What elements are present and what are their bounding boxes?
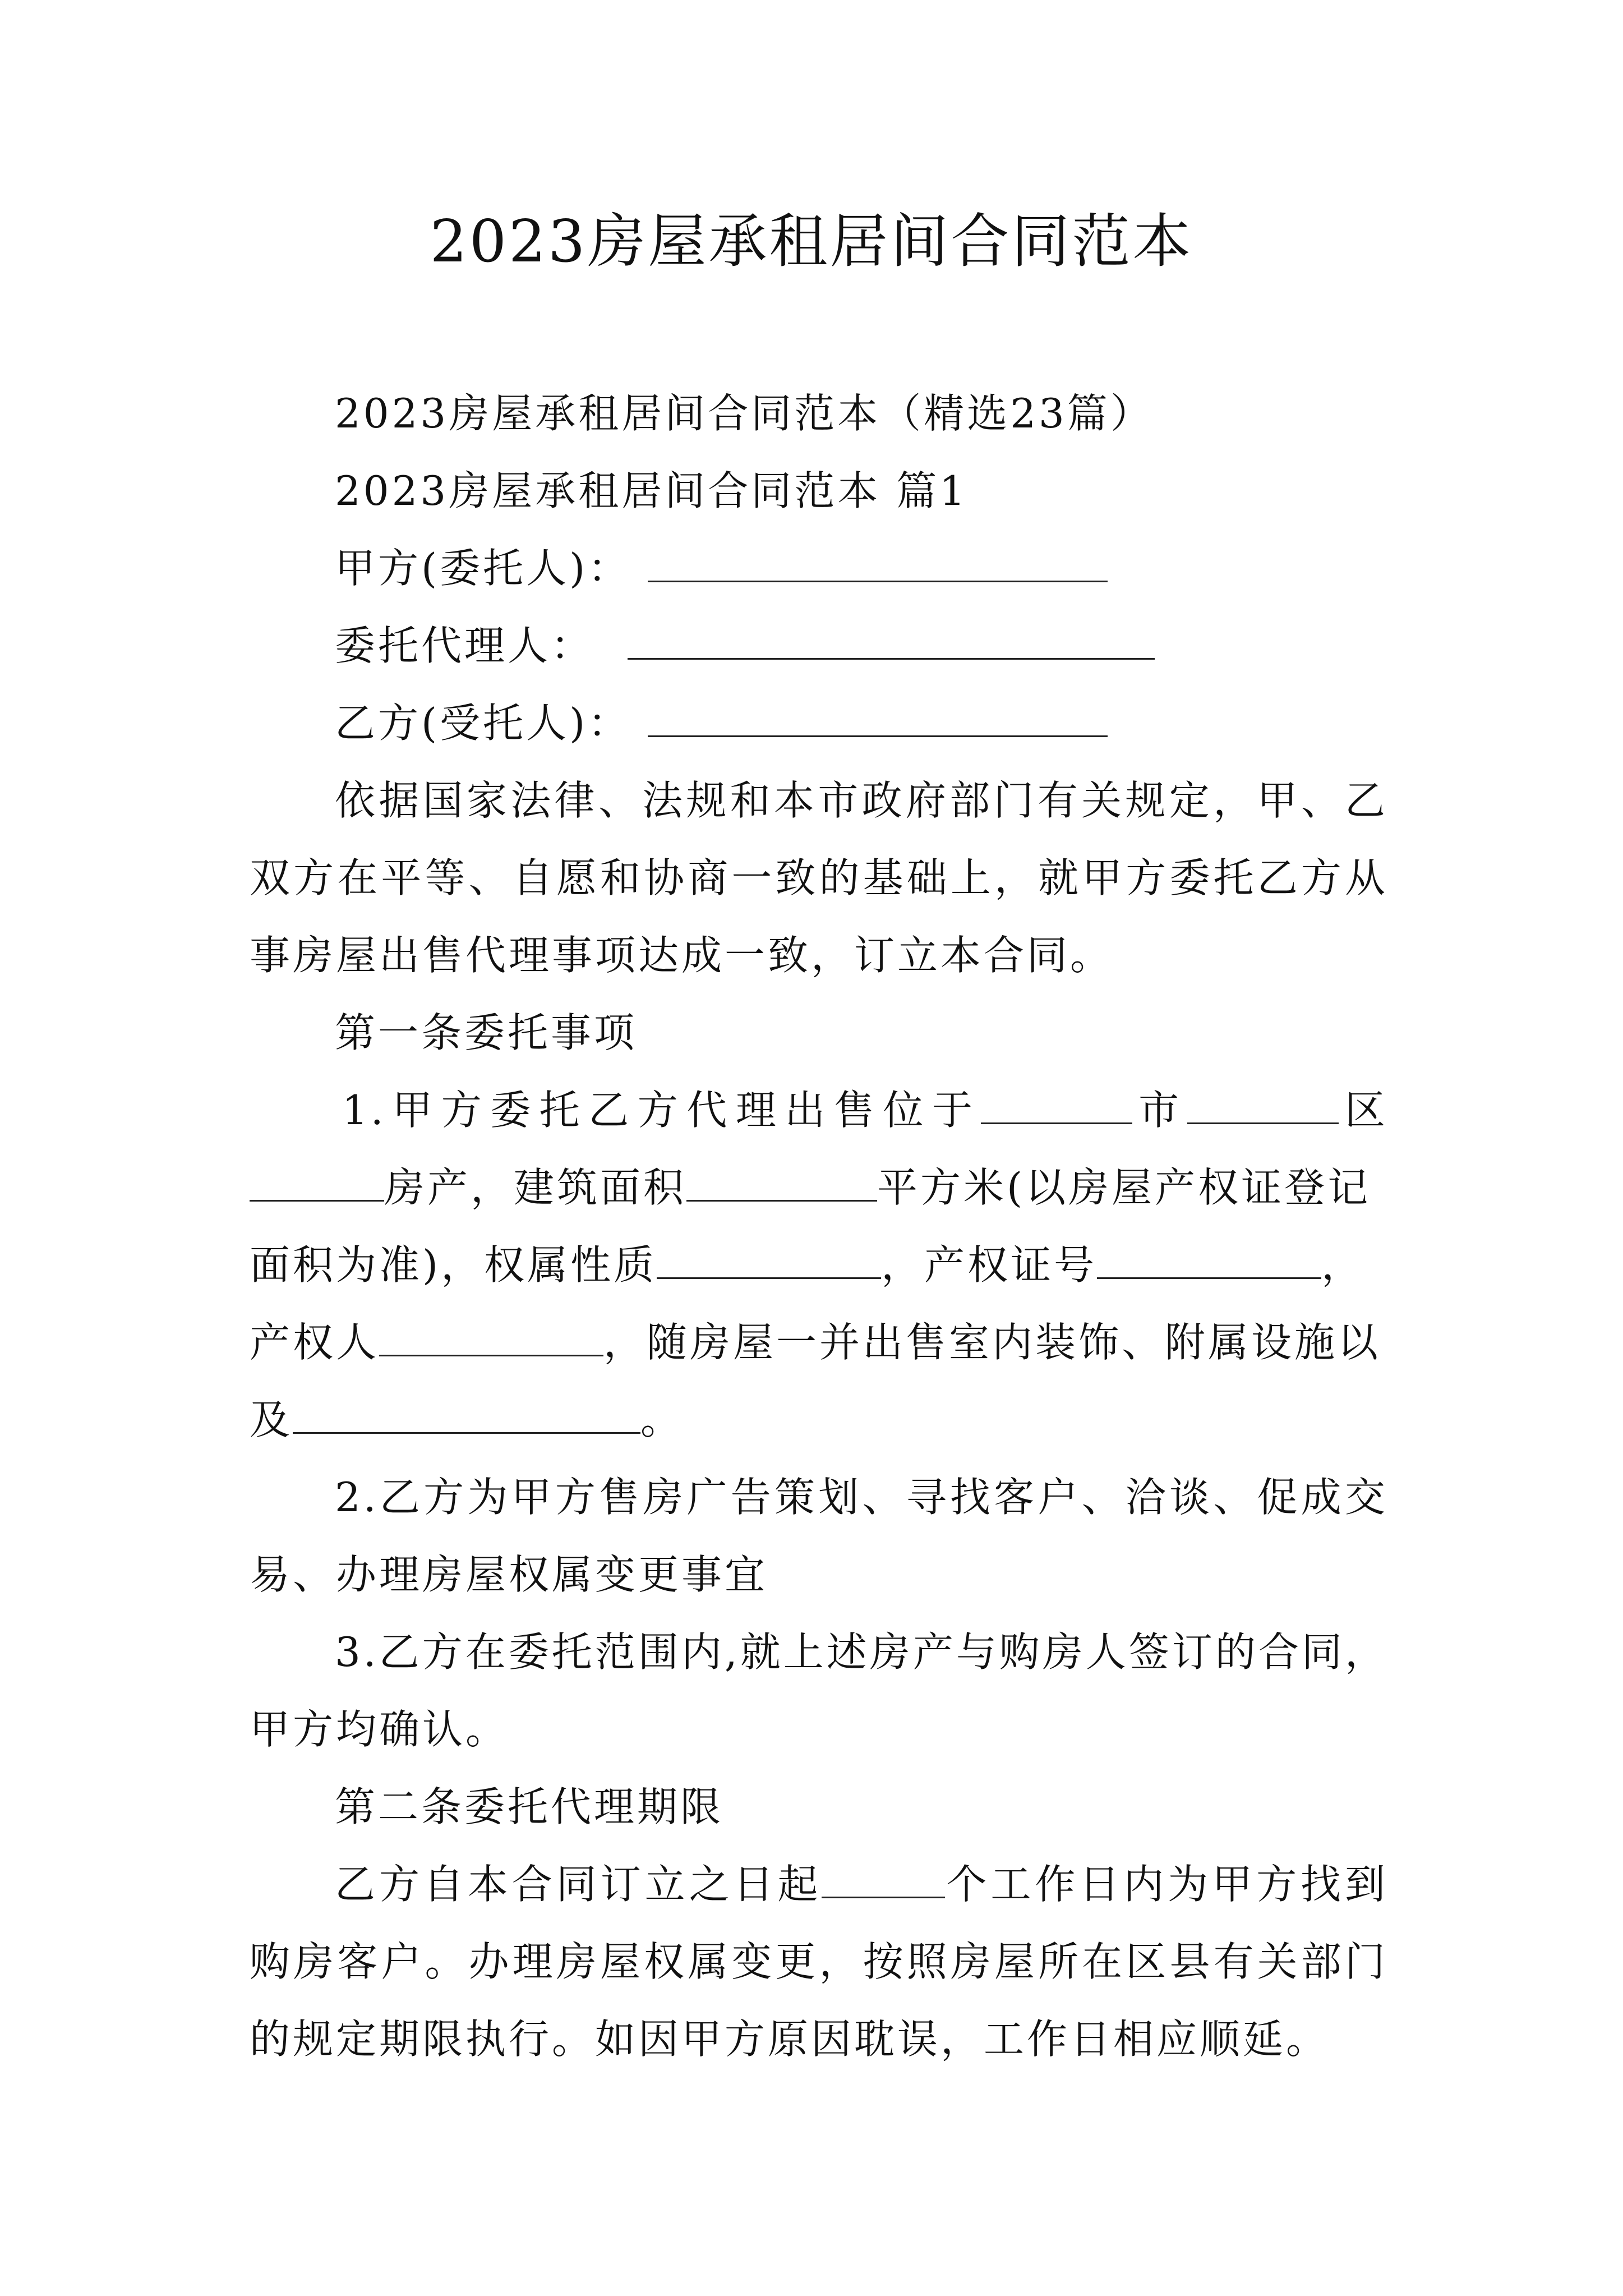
item1-text-b: 市 (1132, 1087, 1188, 1134)
intro-line-3: 事房屋出售代理事项达成一致，订立本合同。 (250, 932, 1114, 979)
article1-item3-line2: 甲方均确认。 (250, 1706, 509, 1753)
intro-line-1: 依据国家法律、法规和本市政府部门有关规定，甲、乙 (335, 777, 1388, 824)
party-a-blank (648, 541, 1108, 582)
item1-text-i: 产权人 (250, 1319, 380, 1366)
city-blank (981, 1083, 1132, 1124)
article1-item1-line2 (250, 1157, 1371, 1218)
article2-line1 (335, 1853, 1388, 1915)
subtitle: 2023房屋承租居间合同范本（精选23篇） (335, 390, 1154, 437)
agent-line (335, 615, 1155, 677)
item1-text-f: 面积为准)，权属性质 (250, 1241, 657, 1289)
article1-item3-line1: 3.乙方在委托范围内,就上述房产与购房人签订的合同， (335, 1628, 1388, 1676)
item1-text-h: ， (1321, 1241, 1365, 1289)
article1-item1-line5 (250, 1389, 684, 1451)
item1-text-j: ，随房屋一并出售室内装饰、附属设施以 (603, 1319, 1381, 1366)
article1-heading: 第一条委托事项 (335, 1009, 638, 1056)
party-b-label: 乙方(受托人)： (335, 700, 631, 747)
article2-text-a: 乙方自本合同订立之日起 (335, 1861, 822, 1908)
article1-item2-line2: 易、办理房屋权属变更事宜 (250, 1551, 768, 1598)
item1-text-g: ，产权证号 (881, 1241, 1098, 1289)
owner-blank (379, 1315, 603, 1356)
agent-label: 委托代理人： (335, 622, 594, 669)
certificate-number-blank (1097, 1238, 1321, 1279)
party-b-line (335, 692, 1108, 754)
article2-heading: 第二条委托代理期限 (335, 1783, 724, 1830)
party-b-blank (648, 696, 1108, 737)
article1-item2-line1: 2.乙方为甲方售房广告策划、寻找客户、洽谈、促成交 (335, 1474, 1388, 1521)
article1-item1-line1 (342, 1079, 1388, 1141)
party-a-line (335, 537, 1108, 599)
article1-item1-line4 (250, 1312, 1381, 1373)
item1-text-c: 区 (1339, 1087, 1388, 1134)
area-blank (686, 1161, 877, 1202)
item1-text-k: 及 (250, 1396, 293, 1443)
ownership-nature-blank (657, 1238, 881, 1279)
district-blank (1187, 1083, 1339, 1124)
article1-item1-line3 (250, 1234, 1364, 1296)
article2-line2: 购房客户。办理房屋权属变更，按照房屋所在区县有关部门 (250, 1938, 1388, 1985)
property-blank (250, 1161, 384, 1202)
intro-line-2: 双方在平等、自愿和协商一致的基础上，就甲方委托乙方从 (250, 854, 1388, 901)
item1-text-e: 平方米(以房屋产权证登记 (877, 1164, 1371, 1211)
working-days-blank (822, 1857, 945, 1898)
item1-text-a: 1.甲方委托乙方代理出售位于 (342, 1087, 981, 1134)
agent-blank (628, 619, 1155, 660)
included-items-blank (293, 1393, 640, 1434)
party-a-label: 甲方(委托人)： (335, 545, 631, 592)
item1-text-l: 。 (640, 1396, 684, 1443)
article2-line3: 的规定期限执行。如因甲方原因耽误，工作日相应顺延。 (250, 2016, 1330, 2063)
document-title: 2023房屋承租居间合同范本 (430, 207, 1193, 275)
section-heading: 2023房屋承租居间合同范本 篇1 (335, 467, 968, 514)
article2-text-b: 个工作日内为甲方找到 (945, 1861, 1388, 1908)
item1-text-d: 房产，建筑面积 (384, 1164, 687, 1211)
